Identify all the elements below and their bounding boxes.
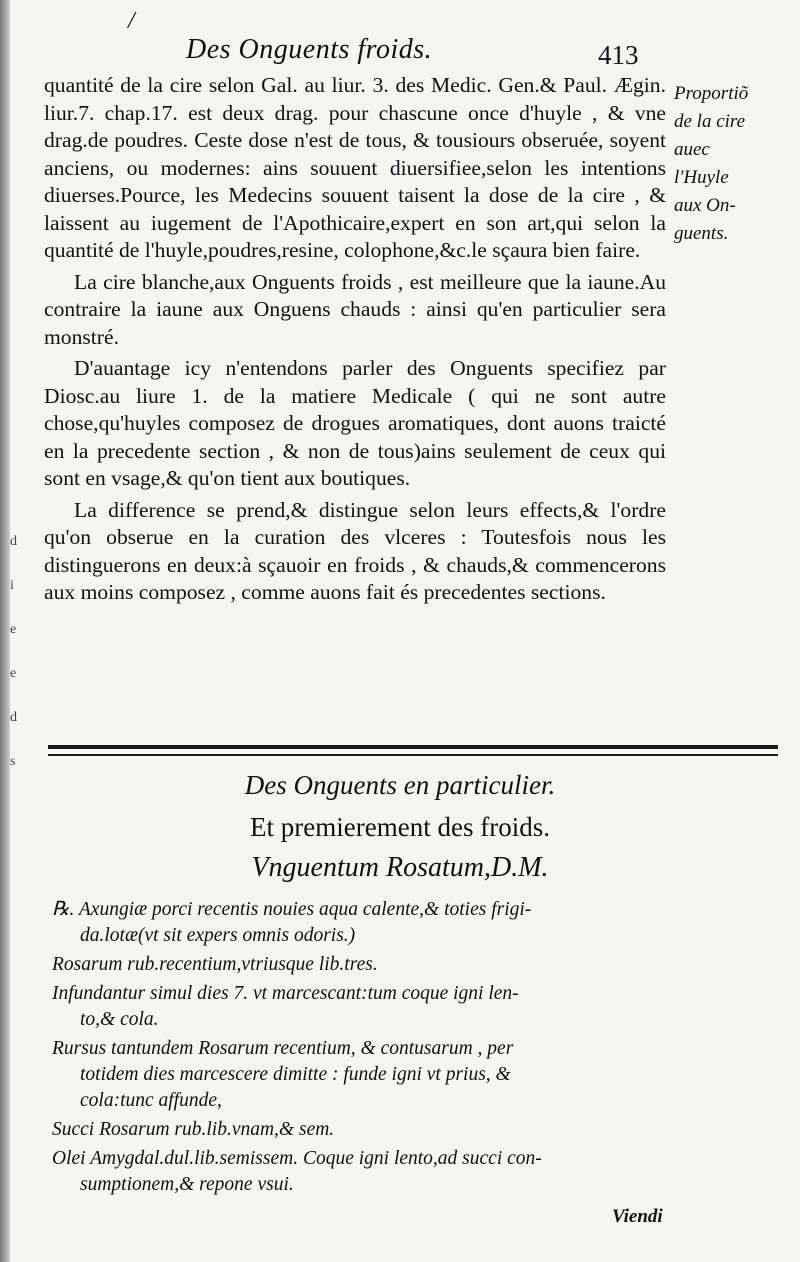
recipe-list: [52, 897, 692, 1201]
margin-note-line: auec: [674, 139, 710, 160]
recipe-title: Vnguentum Rosatum,D.M.: [251, 852, 549, 883]
margin-note: [674, 80, 790, 248]
gutter-fragment: i: [10, 578, 14, 593]
recipe-line-cont: da.lotæ(vt sit expers omnis odoris.): [80, 925, 356, 946]
recipe-line-cont: sumptionem,& repone vsui.: [80, 1174, 294, 1195]
recipe-item: [52, 981, 692, 1033]
recipe-line: Succi Rosarum rub.lib.vnam,& sem.: [52, 1119, 335, 1140]
body-text: [44, 72, 666, 611]
recipe-line: Infundantur simul dies 7. vt marcescant:tum coque igni len-: [52, 983, 519, 1004]
running-head: Des Onguents froids.: [186, 34, 433, 65]
recipe-line: Rursus tantundem Rosarum recentium, & contusarum , per: [52, 1038, 514, 1059]
margin-note-line: de la cire: [674, 111, 746, 132]
paragraph: La cire blanche,aux Onguents froids , est meilleure que la iaune.Au contraire la iaune aux Onguens chauds : ainsi qu'en particulier sera monstré.: [44, 269, 666, 349]
gutter-fragment: d: [10, 534, 17, 549]
margin-note-line: aux On-: [674, 195, 736, 216]
paragraph: quantité de la cire selon Gal. au liur. 3. des Medic. Gen.& Paul. Ægin. liur.7. chap.17. est deux drag. pour chascune once d'huyle , & vne drag.de poudres. Ceste dose n'est de tous, & tousiours obseruée, soyent anciens, ou modernes: ains souuent diuersifiee,selon les intentions diuerses.Pource, les Medecins souuent taisent la dose de la cire , & laissent au iugement de l'Apothicaire,expert en son art,qui selon la quantité de l'huyle,poudres,resine, colophone,&c.le sçaura bien faire.: [44, 73, 666, 262]
catchword: Viendi: [612, 1206, 663, 1227]
recipe-line-cont: cola:tunc affunde,: [80, 1090, 222, 1111]
recipe-line: Rosarum rub.recentium,vtriusque lib.tres.: [52, 954, 378, 975]
recipe-item: [52, 1117, 692, 1143]
recipe-line: Olei Amygdal.dul.lib.semissem. Coque igni lento,ad succi con-: [52, 1148, 542, 1169]
margin-note-line: guents.: [674, 223, 729, 244]
recipe-item: [52, 952, 692, 978]
recipe-line-cont: totidem dies marcescere dimitte : funde igni vt prius, &: [80, 1064, 511, 1085]
margin-note-line: l'Huyle: [674, 167, 729, 188]
paragraph: La difference se prend,& distingue selon leurs effects,& l'ordre qu'on obserue en la curation des vlceres : Toutesfois nous les distinguerons en deux:à sçauoir en froids , & chauds,& commencerons aux moins composez , comme auons fait és precedentes sections.: [44, 497, 666, 604]
paragraph: D'auantage icy n'entendons parler des Onguents specifiez par Diosc.au liure 1. de la matiere Medicale ( qui ne sont autre chose,qu'huyles composez de drogues aromatiques, dont auons traicté en la precedente section , & non de tous)ains seulement de ceux qui sont en vsage,& qu'on tient aux boutiques.: [44, 356, 666, 490]
recipe-line: ℞. Axungiæ porci recentis nouies aqua calente,& toties frigi-: [52, 899, 532, 920]
recipe-item: [52, 1146, 692, 1198]
gutter-fragments: [10, 520, 24, 784]
ink-mark: /: [128, 8, 135, 34]
margin-note-line: Proportiõ: [674, 83, 749, 104]
gutter-fragment: e: [10, 666, 17, 681]
page-number: 413: [598, 40, 639, 70]
gutter-fragment: d: [10, 710, 17, 725]
section-divider: [48, 745, 778, 756]
recipe-line-cont: to,& cola.: [80, 1009, 159, 1030]
recipe-item: [52, 1036, 692, 1114]
section-subheading: Et premierement des froids.: [250, 812, 550, 842]
recipe-item: [52, 897, 692, 949]
gutter-fragment: s: [10, 754, 16, 769]
gutter-shadow: [0, 0, 10, 1262]
gutter-fragment: e: [10, 622, 17, 637]
section-heading: Des Onguents en particulier.: [244, 770, 556, 800]
